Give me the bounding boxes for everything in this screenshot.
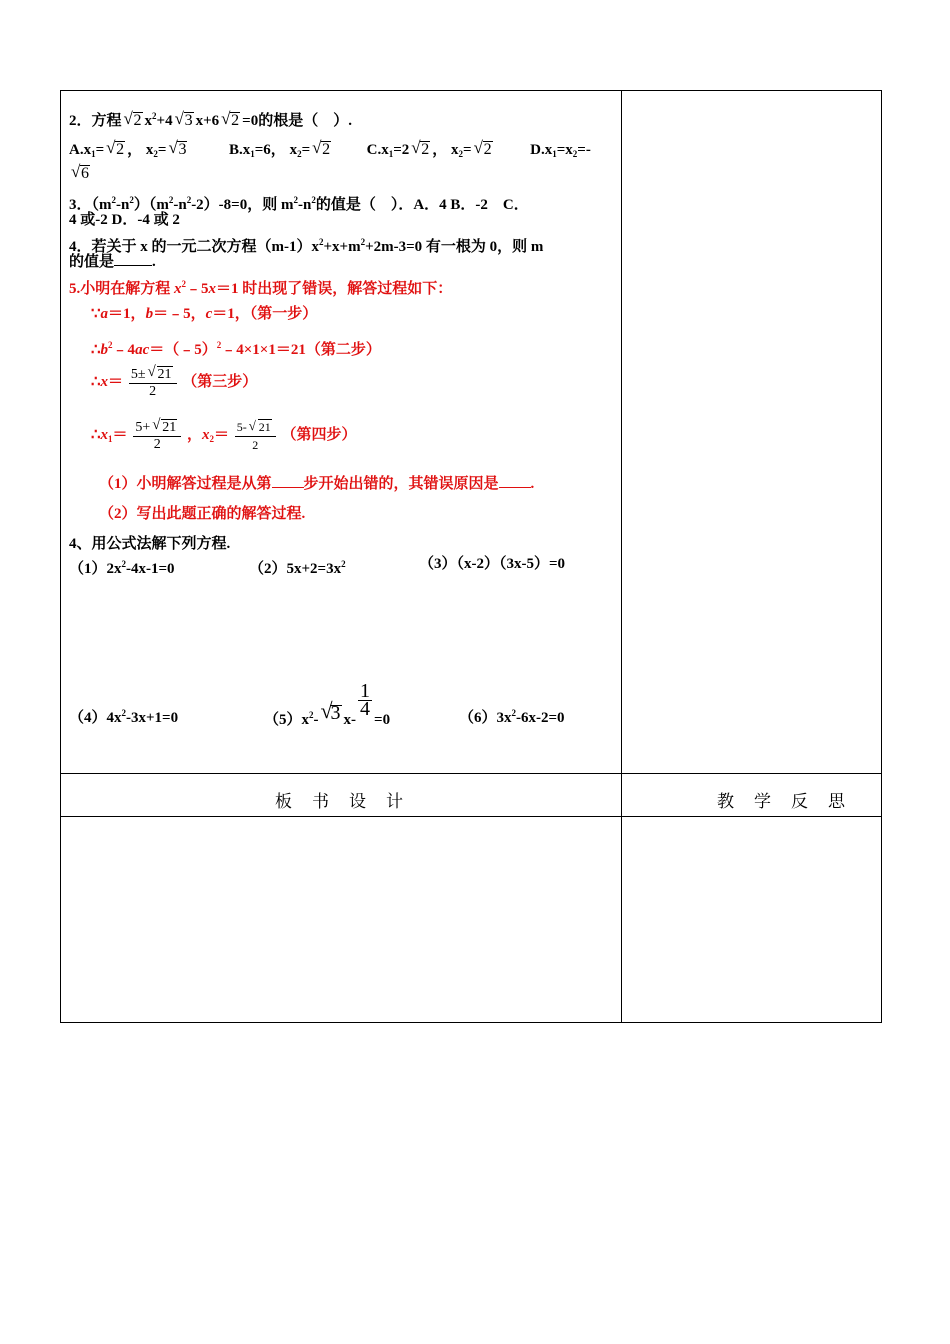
question-3-line-2: 4 或-2 D．-4 或 2 (69, 212, 180, 228)
lesson-plan-table (60, 90, 882, 1023)
sqrt-2: √ 2 (123, 109, 142, 129)
equation-1: $(1)2x^2-4x-1=0$ (69, 559, 175, 577)
question-2-stem: 2．方程 √ 2 $x^2+4$ √ 3 x+6 √ 2 =0的根是（ ）. (69, 109, 352, 129)
equation-4: $(4)4x^2-3x+1=0$ (69, 708, 179, 726)
exercise-cell (69, 97, 614, 772)
option-a: $A.x_1=$ √ 2 ， $x_2=$ √ 3 (69, 138, 187, 159)
fraction: 5- √ 21 2 (235, 419, 276, 453)
option-d-continued: √ 6 (71, 162, 89, 182)
equation-2: $(2)5x+2=3x^2$ (249, 559, 346, 577)
board-design-header: 板书设计 (275, 792, 423, 811)
option-d: $D.x_1=x_2=-$ (530, 142, 591, 159)
row-divider-bottom (61, 816, 881, 817)
equation-6: $(6)3x^2-6x-2=0$ (459, 708, 565, 726)
question-5-sub-2: （2）写出此题正确的解答过程. (99, 506, 306, 522)
fraction: 5+ √ 21 2 (133, 419, 181, 453)
fraction: 5± √ 21 2 (129, 366, 177, 400)
equation-5: $(5)x^2-$ √ 3 x- $\frac{1}{4}$ =0 (264, 680, 391, 729)
equation-3: （3）（x-2）（3x-5）=0 (419, 556, 566, 572)
reflection-header: 教学反思 (717, 792, 865, 811)
question-4-line-2: 的值是 . (69, 254, 156, 270)
question-2-options (69, 138, 591, 163)
sqrt-2: √ 2 (221, 109, 240, 129)
sqrt-3: √ 3 (174, 109, 193, 129)
question-5-sub-1: （1）小明解答过程是从第 步开始出错的，其错误原因是 . (99, 476, 535, 492)
column-divider (621, 91, 622, 1022)
question-5-step-4: $\therefore x_1=$ 5+ √ 21 2 ，$x_2=$ 5- √ 21 2 （第四步） (91, 416, 357, 452)
option-b: $B.x_1=6$， $x_2=$ √ 2 (228, 138, 331, 159)
question-5-step-3: ∴x＝ 5± √ 21 2 （第三步） (91, 363, 258, 399)
question-5-stem: 5.小明在解方程 $x^2﹣5x=1$ 时出现了错误，解答过程如下： (69, 279, 453, 297)
question-6-title: 4、用公式法解下列方程. (69, 536, 231, 552)
row-divider-top (61, 773, 881, 774)
question-4-line-1: 4．若关于 x 的一元二次方程$(m-1)x^2+x+m^2+2m-3=0$ 有一根为 0，则 m (69, 237, 544, 255)
question-5-step-2: $\therefore b^2﹣4ac=(﹣5)^2﹣4\times 1\times 1=21$（第二步） (91, 340, 381, 358)
question-3-line-1: 3．$(m^2-n^2)(m^2-n^2-2)-8=0$，则 $m^2-n^2$的值是（ ）．A．4 B．-2 C． (69, 195, 529, 213)
question-5-step-1: ∵a＝1，b＝﹣5，c＝1，（第一步） (91, 306, 318, 322)
option-c: $C.x_1=2$ √ 2 ， $x_2=$ √ 2 (366, 138, 492, 159)
